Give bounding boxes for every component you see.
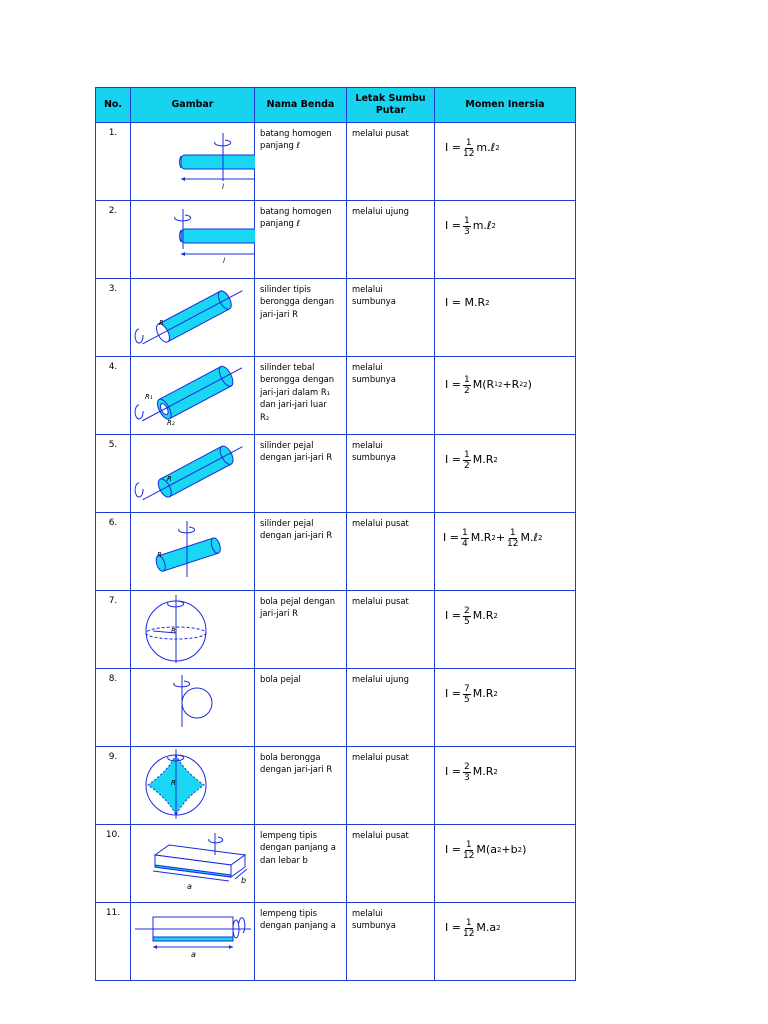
formula-lhs: I = (445, 687, 461, 701)
formula-lhs: I = M.R (445, 296, 486, 309)
row-number: 6. (96, 513, 131, 591)
nama-benda-cell (255, 591, 347, 669)
nama-line: dengan panjang a (260, 920, 336, 931)
nama-line: lempeng tipis (260, 830, 318, 840)
fraction (463, 762, 471, 783)
letak-sumbu-cell (347, 201, 435, 279)
diagram-cell (131, 669, 255, 747)
diagram-cell (131, 747, 255, 825)
letak-line: melalui pusat (352, 518, 409, 528)
moment-of-inertia-table (95, 87, 576, 981)
numerator: 1 (461, 528, 468, 538)
diagram-cell (131, 825, 255, 903)
inner-radius-label: R₁ (145, 393, 153, 401)
numerator: 1 (509, 528, 516, 538)
denominator: 5 (463, 695, 470, 705)
outer-radius-label: R₂ (167, 419, 175, 427)
numerator: 1 (463, 450, 470, 460)
table-row (96, 669, 576, 747)
nama-line: batang homogen (260, 128, 332, 138)
formula-cell (435, 357, 576, 435)
formula-lhs: I = (445, 378, 461, 392)
exponent: 2 (495, 144, 500, 153)
header-gambar: Gambar (131, 88, 255, 123)
nama-line: R₂ (260, 411, 270, 422)
letak-line: melalui (352, 440, 383, 450)
formula-term: m.ℓ (476, 141, 496, 155)
exponent: 2 (517, 846, 523, 855)
formula-cell (435, 201, 576, 279)
formula-term: M.ℓ (520, 531, 539, 545)
letak-sumbu-cell (347, 747, 435, 825)
formula-cell (435, 123, 576, 201)
formula-term: M.R (470, 531, 492, 545)
numerator: 1 (465, 840, 472, 850)
denominator: 2 (463, 386, 470, 396)
formula-term: M.R (472, 765, 494, 779)
nama-line: jari-jari dalam R₁ (260, 386, 331, 397)
diagram-cell (131, 435, 255, 513)
fraction (463, 375, 471, 396)
letak-line: melalui pusat (352, 830, 409, 840)
rod-center-icon (131, 123, 255, 196)
inertia-table-sheet (95, 87, 575, 981)
table-row (96, 201, 576, 279)
nama-line: silinder pejal (260, 440, 314, 450)
row-number: 1. (96, 123, 131, 201)
thick-hollow-cylinder-icon (131, 357, 255, 430)
denominator: 12 (462, 929, 475, 939)
table-row (96, 357, 576, 435)
nama-benda-cell (255, 747, 347, 825)
formula-term: +R (502, 378, 520, 392)
subscript: 2 (519, 381, 524, 389)
formula (445, 606, 498, 627)
exponent: 2 (485, 299, 490, 307)
table-row (96, 747, 576, 825)
solid-cylinder-axis-icon (131, 435, 255, 508)
nama-line: lempeng tipis (260, 908, 318, 918)
subscript: 1 (494, 381, 498, 389)
formula-term: +b (501, 843, 518, 857)
nama-benda-cell (255, 669, 347, 747)
letak-line: sumbunya (352, 374, 396, 385)
formula (445, 918, 501, 939)
formula-term: M.a (476, 921, 497, 935)
numerator: 1 (463, 216, 470, 226)
nama-line: berongga dengan (260, 296, 335, 307)
letak-line: sumbunya (352, 920, 396, 931)
formula-cell (435, 591, 576, 669)
nama-line: dengan panjang a (260, 842, 336, 853)
row-number: 11. (96, 903, 131, 981)
formula-lhs: I = (445, 453, 461, 467)
rod-length-label: l (223, 257, 225, 265)
formula-cell (435, 513, 576, 591)
header-letak-line1: Letak Sumbu (355, 93, 426, 104)
denominator: 3 (463, 773, 470, 783)
numerator: 7 (463, 684, 470, 694)
table-row (96, 903, 576, 981)
plus-sign: + (495, 531, 506, 545)
formula-term: ) (522, 843, 527, 857)
letak-line: sumbunya (352, 452, 396, 463)
table-row (96, 825, 576, 903)
denominator: 5 (463, 617, 470, 627)
row-number: 2. (96, 201, 131, 279)
denominator: 3 (463, 227, 470, 237)
formula-term: M(R (472, 378, 495, 392)
numerator: 1 (465, 138, 472, 148)
letak-line: melalui ujung (352, 674, 409, 684)
exponent: 2 (491, 222, 496, 231)
letak-line: melalui ujung (352, 206, 409, 216)
nama-benda-cell (255, 201, 347, 279)
fraction (463, 450, 471, 471)
exponent: 2 (538, 534, 543, 543)
nama-line: bola pejal (260, 674, 301, 684)
diagram-cell (131, 123, 255, 201)
denominator: 12 (462, 851, 475, 861)
nama-line: dengan jari-jari R (260, 530, 333, 541)
row-number: 9. (96, 747, 131, 825)
radius-label: R (157, 551, 162, 559)
fraction (463, 606, 471, 627)
width-label: b (241, 876, 247, 885)
radius-label: R (167, 475, 172, 483)
denominator: 12 (507, 539, 519, 549)
nama-benda-cell (255, 903, 347, 981)
fraction (463, 840, 474, 861)
formula-cell (435, 903, 576, 981)
length-label: a (191, 950, 196, 959)
fraction (463, 684, 471, 705)
letak-line: melalui (352, 908, 383, 918)
formula-cell (435, 747, 576, 825)
formula-cell (435, 825, 576, 903)
nama-line: panjang ℓ (260, 218, 300, 229)
letak-line: melalui pusat (352, 128, 409, 138)
table-row (96, 279, 576, 357)
header-row (96, 88, 576, 123)
nama-line: berongga dengan (260, 374, 335, 385)
header-letak-line2: Putar (375, 105, 406, 116)
nama-line: dan jari-jari luar (260, 399, 327, 410)
numerator: 2 (463, 762, 470, 772)
formula (445, 840, 526, 861)
letak-line: melalui pusat (352, 752, 409, 762)
nama-line: panjang ℓ (260, 140, 300, 151)
rod-end-icon (131, 201, 255, 274)
letak-line: melalui (352, 284, 383, 294)
row-number: 4. (96, 357, 131, 435)
exponent: 2 (496, 924, 501, 933)
header-no: No. (96, 88, 131, 123)
formula-term: M(a (476, 843, 497, 857)
nama-benda-cell (255, 357, 347, 435)
numerator: 1 (465, 918, 472, 928)
fraction (507, 528, 518, 549)
thin-plate-center-icon (131, 825, 255, 898)
denominator: 12 (462, 149, 475, 159)
nama-line: bola berongga (260, 752, 321, 762)
formula (445, 138, 500, 159)
letak-sumbu-cell (347, 435, 435, 513)
hollow-sphere-icon (131, 747, 255, 820)
length-label: a (187, 882, 192, 891)
formula-term: ) (527, 378, 532, 392)
nama-benda-cell (255, 825, 347, 903)
nama-line: jari-jari R (260, 308, 298, 319)
fraction (461, 528, 469, 549)
solid-sphere-edge-icon (131, 669, 255, 742)
radius-label: R (159, 319, 164, 327)
letak-line: melalui (352, 362, 383, 372)
formula (445, 216, 496, 237)
table-row (96, 123, 576, 201)
formula-lhs: I = (445, 765, 461, 779)
denominator: 4 (461, 539, 468, 549)
formula-cell (435, 435, 576, 513)
diagram-cell (131, 903, 255, 981)
diagram-cell (131, 357, 255, 435)
letak-line: melalui pusat (352, 596, 409, 606)
nama-line: silinder tebal (260, 362, 315, 372)
letak-sumbu-cell (347, 825, 435, 903)
letak-line: sumbunya (352, 296, 396, 307)
numerator: 1 (463, 375, 470, 385)
nama-line: bola pejal dengan (260, 596, 336, 606)
row-number: 10. (96, 825, 131, 903)
row-number: 8. (96, 669, 131, 747)
exponent: 2 (496, 846, 502, 855)
denominator: 2 (463, 461, 470, 471)
diagram-cell (131, 279, 255, 357)
rod-length-label: l (222, 183, 224, 191)
formula (443, 528, 542, 549)
exponent: 2 (493, 612, 498, 621)
formula-term: M.R (472, 609, 494, 623)
thin-hollow-cylinder-icon (131, 279, 255, 352)
letak-sumbu-cell (347, 903, 435, 981)
radius-label: R (171, 779, 176, 787)
nama-benda-cell (255, 123, 347, 201)
table-row (96, 591, 576, 669)
numerator: 2 (463, 606, 470, 616)
fraction (463, 216, 471, 237)
formula-term: M.R (472, 453, 494, 467)
header-letak-sumbu (347, 88, 435, 123)
letak-sumbu-cell (347, 279, 435, 357)
exponent: 2 (493, 456, 498, 465)
table-row (96, 435, 576, 513)
nama-line: silinder tipis (260, 284, 311, 294)
formula-term: M.R (472, 687, 494, 701)
header-nama-benda: Nama Benda (255, 88, 347, 123)
nama-benda-cell (255, 435, 347, 513)
thin-plate-axis-icon (131, 903, 255, 976)
nama-benda-cell (255, 279, 347, 357)
formula-lhs: I = (443, 531, 459, 545)
nama-benda-cell (255, 513, 347, 591)
formula-lhs: I = (445, 921, 461, 935)
formula (445, 375, 532, 396)
formula-lhs: I = (445, 609, 461, 623)
fraction (463, 138, 474, 159)
formula (445, 684, 498, 705)
formula-lhs: I = (445, 219, 461, 233)
row-number: 3. (96, 279, 131, 357)
exponent: 2 (523, 381, 528, 390)
formula (445, 450, 498, 471)
letak-sumbu-cell (347, 357, 435, 435)
nama-line: silinder pejal (260, 518, 314, 528)
exponent: 2 (497, 381, 503, 390)
formula-lhs: I = (445, 843, 461, 857)
letak-sumbu-cell (347, 123, 435, 201)
letak-sumbu-cell (347, 591, 435, 669)
radius-label: R (171, 627, 176, 635)
exponent: 2 (491, 534, 496, 543)
row-number: 5. (96, 435, 131, 513)
exponent: 2 (493, 690, 498, 699)
nama-line: jari-jari R (260, 608, 298, 619)
diagram-cell (131, 513, 255, 591)
nama-line: dengan jari-jari R (260, 764, 333, 775)
formula-cell (435, 279, 576, 357)
exponent: 2 (493, 768, 498, 777)
formula (445, 297, 490, 309)
diagram-cell (131, 591, 255, 669)
fraction (463, 918, 474, 939)
letak-sumbu-cell (347, 513, 435, 591)
solid-cylinder-center-icon (131, 513, 255, 586)
nama-line: dengan jari-jari R (260, 452, 333, 463)
nama-line: batang homogen (260, 206, 332, 216)
header-momen-inersia: Momen Inersia (435, 88, 576, 123)
letak-sumbu-cell (347, 669, 435, 747)
solid-sphere-center-icon (131, 591, 255, 664)
formula-cell (435, 669, 576, 747)
row-number: 7. (96, 591, 131, 669)
nama-line: dan lebar b (260, 854, 308, 865)
formula (445, 762, 498, 783)
diagram-cell (131, 201, 255, 279)
formula-term: m.ℓ (472, 219, 492, 233)
formula-lhs: I = (445, 141, 461, 155)
table-row (96, 513, 576, 591)
